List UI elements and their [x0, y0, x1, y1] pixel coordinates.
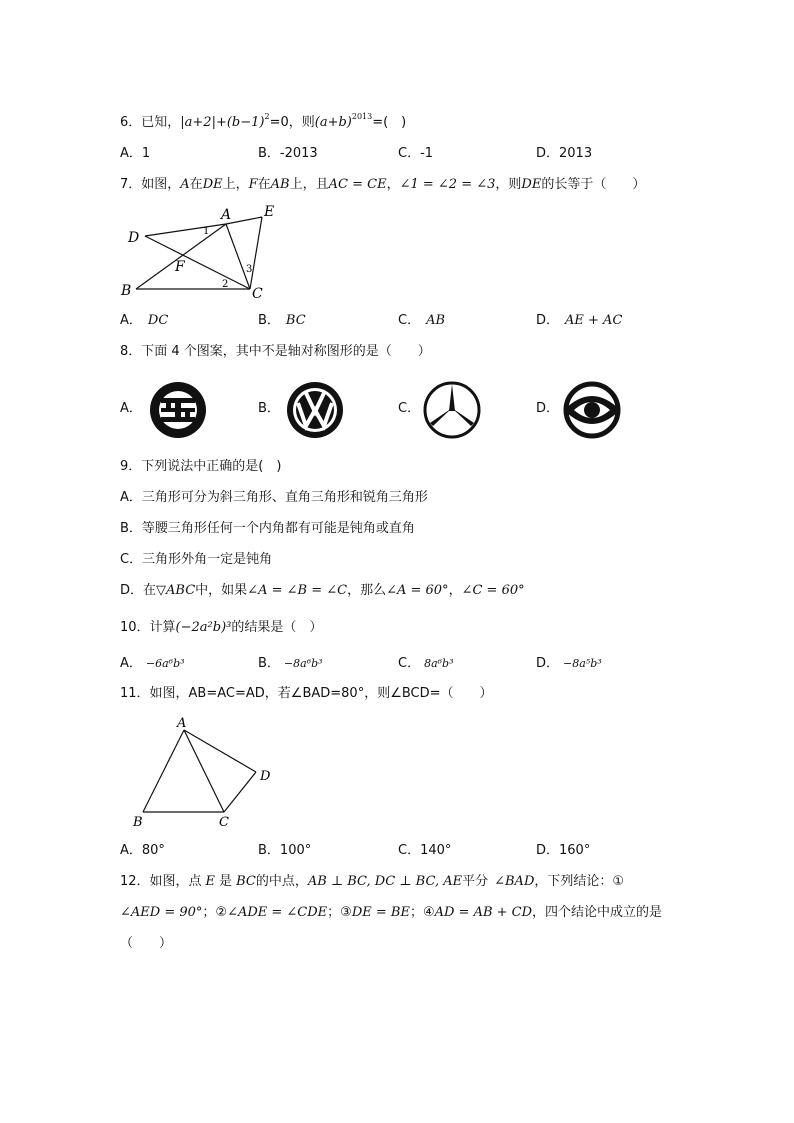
q10-option-b[interactable]	[258, 655, 323, 673]
q10-option-b-value: −8a⁶b³	[283, 657, 323, 670]
q10-expr: (−2a²b)³	[175, 620, 232, 635]
q12-cond: AB ⊥ BC, DC ⊥ BC, AE	[307, 874, 463, 889]
q9-d-mid: 中，如果	[195, 583, 248, 598]
q7-text8: 的长等于（ ）	[541, 177, 646, 192]
question-11-stem: 11．如图，AB=AC=AD，若∠BAD=80°，则∠BCD=（ ）	[120, 686, 493, 701]
q7-text1: 7．如图，	[120, 177, 181, 192]
q7-text6: ，	[386, 177, 400, 192]
q6-option-d[interactable]: D．2013	[536, 146, 593, 161]
q12-bad: ∠BAD	[494, 874, 535, 889]
q11-label-a: A	[177, 716, 187, 731]
q7-option-d[interactable]	[536, 312, 622, 330]
q10-option-d-letter: D．	[536, 656, 560, 671]
q12-conclusion-2: ∠ADE = ∠CDE	[227, 905, 328, 920]
q12-sep-1: ；②	[202, 905, 228, 920]
q7-figure	[115, 200, 285, 305]
q9-d-triangle: ▽ABC	[156, 583, 196, 598]
q12-conclusion-4: AD = AB + CD	[434, 905, 533, 920]
q10-option-d-value: −8a⁵b³	[563, 657, 602, 670]
volkswagen-logo-icon[interactable]	[285, 380, 345, 440]
question-8-stem: 8．下面 4 个图案，其中不是轴对称图形的是（ ）	[120, 344, 431, 359]
q12-sep-3: ；④	[409, 905, 435, 920]
q7-option-d-letter: D．	[536, 313, 560, 328]
question-12-line3: （ ）	[120, 936, 173, 951]
q10-option-a-letter: A．	[120, 656, 142, 671]
mercedes-logo-icon[interactable]	[422, 380, 482, 440]
q9-d-eq: ∠A = ∠B = ∠C	[247, 583, 348, 598]
q6-eq0: =0，则	[269, 115, 315, 130]
q6-exp2: 2013	[351, 112, 373, 121]
q9-d-a60: ∠A = 60°	[386, 583, 449, 598]
q12-sep-2: ；③	[327, 905, 352, 920]
q7-a: A	[180, 177, 190, 192]
q7-text2: 在	[189, 177, 203, 192]
q10-stem-pre: 10．计算	[120, 620, 176, 635]
q7-option-c-value: AB	[426, 313, 446, 328]
question-10-stem	[120, 619, 322, 637]
q9-option-a[interactable]: A．三角形可分为斜三角形、直角三角形和锐角三角形	[120, 490, 428, 505]
q7-option-a[interactable]	[120, 312, 168, 330]
q9-d-c60: ∠C = 60°	[461, 583, 525, 598]
q11-option-b[interactable]: B．100°	[258, 843, 312, 858]
q10-option-b-letter: B．	[258, 656, 280, 671]
q9-d-mid2: ，那么	[347, 583, 387, 598]
q6-tail: =( )	[372, 115, 407, 130]
q6-stem-text: 6．已知，	[120, 115, 181, 130]
q7-label-a: A	[221, 207, 232, 223]
q12-l1-mid2: 的中点，	[255, 874, 308, 889]
q9-option-c[interactable]: C．三角形外角一定是钝角	[120, 552, 273, 567]
q10-option-c-letter: C．	[398, 656, 421, 671]
q7-de2: DE	[521, 177, 542, 192]
q10-option-c[interactable]	[398, 655, 454, 673]
q11-option-a[interactable]: A．80°	[120, 843, 165, 858]
q7-option-a-letter: A．	[120, 313, 142, 328]
q7-label-c: C	[252, 286, 263, 302]
q10-stem-post: 的结果是（ ）	[231, 620, 323, 635]
q7-text3: 上，	[222, 177, 249, 192]
question-12-line2	[120, 904, 662, 922]
bank-logo-icon[interactable]	[148, 380, 208, 440]
q7-angle-3: 3	[246, 264, 253, 275]
q7-text5: 上，且	[289, 177, 329, 192]
question-9-stem: 9．下列说法中正确的是( )	[120, 459, 282, 474]
q7-angles: ∠1 = ∠2 = ∠3	[399, 177, 496, 192]
q11-option-d[interactable]: D．160°	[536, 843, 591, 858]
q8-option-b[interactable]: B．	[258, 401, 280, 416]
q7-angle-2: 2	[222, 279, 229, 290]
q6-expr2: (a+b)	[314, 115, 352, 130]
q7-option-b-letter: B．	[258, 313, 280, 328]
q12-conclusion-1: ∠AED = 90°	[120, 905, 203, 920]
q7-angle-1: 1	[203, 226, 210, 237]
q8-option-c[interactable]: C．	[398, 401, 421, 416]
q7-option-d-value: AE + AC	[565, 313, 623, 328]
q6-option-a[interactable]: A．1	[120, 146, 151, 161]
q11-label-d: D	[260, 769, 271, 784]
q9-d-pre: D．在	[120, 583, 157, 598]
q7-option-c[interactable]	[398, 312, 445, 330]
q7-eqn: AC = CE	[328, 177, 387, 192]
q7-text4: 在	[257, 177, 271, 192]
q10-option-d[interactable]	[536, 655, 602, 673]
q11-label-c: C	[219, 815, 229, 830]
q11-option-c[interactable]: C．140°	[398, 843, 452, 858]
q12-l1-pre: 12．如图，点	[120, 874, 202, 889]
q12-l2-end: ，四个结论中成立的是	[532, 905, 663, 920]
q6-exp1: 2	[264, 112, 270, 121]
q7-f: F	[248, 177, 258, 192]
q7-label-f: F	[175, 259, 185, 275]
q9-d-sep: ，	[448, 583, 462, 598]
q7-option-b-value: BC	[285, 313, 306, 328]
q8-option-a[interactable]: A．	[120, 401, 142, 416]
question-7-stem	[120, 176, 645, 194]
q11-label-b: B	[133, 815, 143, 830]
q12-l1-mid3: 平分	[462, 874, 489, 889]
q10-option-a[interactable]	[120, 655, 185, 673]
question-12-line1	[120, 873, 624, 891]
q6-option-b[interactable]: B．-2013	[258, 146, 318, 161]
q12-l1-mid: 是	[219, 874, 233, 889]
q9-option-b[interactable]: B．等腰三角形任何一个内角都有可能是钝角或直角	[120, 521, 415, 536]
q9-option-d[interactable]	[120, 582, 525, 600]
q7-de: DE	[202, 177, 223, 192]
eye-logo-icon[interactable]	[560, 380, 624, 440]
q6-expr1: |a+2|+(b−1)	[180, 115, 265, 130]
q7-option-c-letter: C．	[398, 313, 421, 328]
q7-option-a-value: DC	[147, 313, 169, 328]
q10-option-a-value: −6a⁶b³	[145, 657, 185, 670]
q11-figure	[128, 712, 278, 832]
q7-label-b: B	[121, 283, 132, 299]
q12-e: E	[205, 874, 216, 889]
q7-label-d: D	[128, 230, 140, 246]
q8-option-d[interactable]: D．	[536, 401, 560, 416]
q7-option-b[interactable]	[258, 312, 306, 330]
q7-text7: ，则	[495, 177, 522, 192]
q7-label-e: E	[264, 204, 275, 220]
q12-l1-end: ，下列结论：①	[534, 874, 625, 889]
q7-ab: AB	[270, 177, 290, 192]
q12-bc: BC	[236, 874, 256, 889]
question-6-stem	[120, 108, 406, 132]
q6-option-c[interactable]: C．-1	[398, 146, 434, 161]
q10-option-c-value: 8a⁶b³	[424, 657, 454, 670]
q12-conclusion-3: DE = BE	[351, 905, 410, 920]
